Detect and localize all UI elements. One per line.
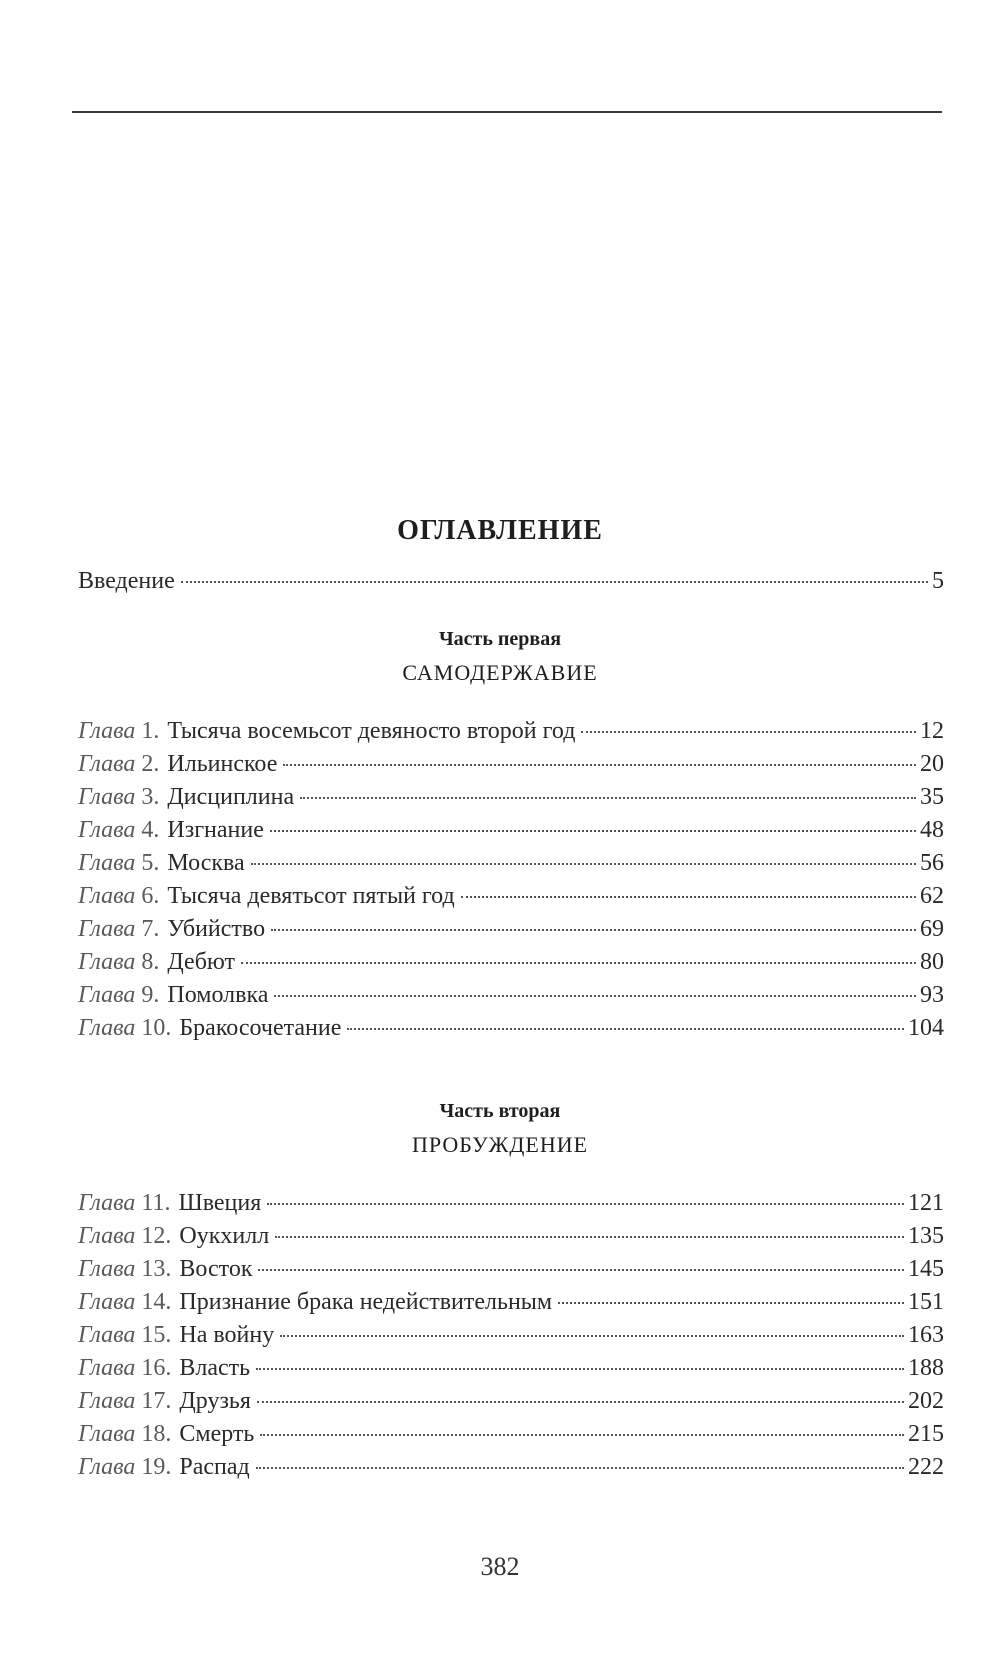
dot-leader — [270, 830, 916, 832]
chapter-number: 1. — [141, 718, 160, 744]
chapter-title: Москва — [167, 850, 245, 876]
chapter-page: 151 — [908, 1289, 944, 1315]
chapter-page: 69 — [920, 916, 944, 942]
chapter-title: Дебют — [167, 949, 236, 975]
dot-leader — [283, 764, 916, 766]
chapter-number: 13. — [141, 1256, 172, 1282]
chapter-number: 12. — [141, 1223, 172, 1249]
toc-entry-chapter[interactable] — [78, 1256, 944, 1290]
top-rule — [72, 111, 942, 113]
chapter-page: 135 — [908, 1223, 944, 1249]
chapter-title: Друзья — [179, 1388, 251, 1414]
chapter-number: 9. — [141, 982, 160, 1008]
toc-entry-chapter[interactable] — [78, 1454, 944, 1488]
chapter-number: 8. — [141, 949, 160, 975]
chapter-page: 12 — [920, 718, 944, 744]
chapter-title: Дисциплина — [167, 784, 295, 810]
chapter-page: 56 — [920, 850, 944, 876]
toc-heading: ОГЛАВЛЕНИЕ — [397, 515, 603, 546]
dot-leader — [181, 581, 928, 583]
chapter-number: 6. — [141, 883, 160, 909]
toc-entry-title: Введение — [78, 568, 175, 594]
toc-entry-chapter[interactable] — [78, 817, 944, 851]
chapter-title: Ильинское — [167, 751, 278, 777]
chapter-page: 145 — [908, 1256, 944, 1282]
dot-leader — [258, 1269, 904, 1271]
toc-entry-chapter[interactable] — [78, 1421, 944, 1455]
dot-leader — [280, 1335, 904, 1337]
part-title: САМОДЕРЖАВИЕ — [402, 660, 598, 685]
chapter-title: Признание брака недействительным — [179, 1289, 553, 1315]
chapter-word: Глава — [78, 718, 136, 744]
toc-entry-chapter[interactable] — [78, 1190, 944, 1224]
chapter-number: 3. — [141, 784, 160, 810]
dot-leader — [581, 731, 916, 733]
chapter-page: 62 — [920, 883, 944, 909]
chapter-word: Глава — [78, 751, 136, 777]
chapter-word: Глава — [78, 1190, 136, 1216]
part-title: ПРОБУЖДЕНИЕ — [411, 1132, 589, 1157]
toc-entry-chapter[interactable] — [78, 949, 944, 983]
toc-entry-chapter[interactable] — [78, 1015, 944, 1049]
toc-entry-chapter[interactable] — [78, 784, 944, 818]
toc-entry-chapter[interactable] — [78, 916, 944, 950]
chapter-word: Глава — [78, 1388, 136, 1414]
toc-entry-chapter[interactable] — [78, 1388, 944, 1422]
chapter-word: Глава — [78, 1322, 136, 1348]
chapter-number: 10. — [141, 1015, 172, 1041]
chapter-number: 11. — [141, 1190, 171, 1216]
dot-leader — [260, 1434, 904, 1436]
toc-entry-chapter[interactable] — [78, 982, 944, 1016]
chapter-word: Глава — [78, 1355, 136, 1381]
chapter-title: Власть — [179, 1355, 251, 1381]
chapter-page: 121 — [908, 1190, 944, 1216]
chapter-word: Глава — [78, 1256, 136, 1282]
dot-leader — [241, 962, 916, 964]
chapter-title: Изгнание — [167, 817, 264, 843]
chapter-page: 80 — [920, 949, 944, 975]
chapter-word: Глава — [78, 916, 136, 942]
chapter-title: Помолвка — [167, 982, 269, 1008]
chapter-number: 18. — [141, 1421, 172, 1447]
chapter-word: Глава — [78, 1421, 136, 1447]
chapter-title: Оукхилл — [179, 1223, 270, 1249]
part-label: Часть первая — [438, 628, 562, 650]
page-number: 382 — [480, 1552, 520, 1581]
chapter-title: Тысяча девятьсот пятый год — [167, 883, 455, 909]
chapter-word: Глава — [78, 1454, 136, 1480]
chapter-page: 20 — [920, 751, 944, 777]
chapter-page: 93 — [920, 982, 944, 1008]
dot-leader — [300, 797, 916, 799]
toc-entry-chapter[interactable] — [78, 1355, 944, 1389]
chapter-word: Глава — [78, 982, 136, 1008]
chapter-title: Тысяча восемьсот девяносто второй год — [167, 718, 576, 744]
chapter-number: 4. — [141, 817, 160, 843]
toc-entry-chapter[interactable] — [78, 1223, 944, 1257]
toc-entry-chapter[interactable] — [78, 718, 944, 752]
chapter-page: 104 — [908, 1015, 944, 1041]
dot-leader — [347, 1028, 904, 1030]
dot-leader — [461, 896, 916, 898]
chapter-page: 222 — [908, 1454, 944, 1480]
dot-leader — [256, 1467, 904, 1469]
chapter-title: Распад — [179, 1454, 250, 1480]
chapter-word: Глава — [78, 883, 136, 909]
chapter-word: Глава — [78, 1015, 136, 1041]
toc-entry-chapter[interactable] — [78, 1322, 944, 1356]
chapter-number: 5. — [141, 850, 160, 876]
dot-leader — [256, 1368, 904, 1370]
chapter-number: 15. — [141, 1322, 172, 1348]
dot-leader — [271, 929, 916, 931]
toc-entry-intro[interactable] — [78, 568, 944, 602]
chapter-word: Глава — [78, 1223, 136, 1249]
chapter-page: 35 — [920, 784, 944, 810]
chapter-title: Смерть — [179, 1421, 255, 1447]
chapter-number: 17. — [141, 1388, 172, 1414]
chapter-number: 14. — [141, 1289, 172, 1315]
chapter-page: 163 — [908, 1322, 944, 1348]
chapter-page: 188 — [908, 1355, 944, 1381]
chapter-title: Восток — [179, 1256, 253, 1282]
chapter-word: Глава — [78, 817, 136, 843]
chapter-number: 2. — [141, 751, 160, 777]
chapter-number: 16. — [141, 1355, 172, 1381]
part-label: Часть вторая — [439, 1100, 561, 1122]
toc-entry-chapter[interactable] — [78, 883, 944, 917]
chapter-title: Бракосочетание — [179, 1015, 342, 1041]
dot-leader — [274, 995, 916, 997]
chapter-page: 48 — [920, 817, 944, 843]
chapter-word: Глава — [78, 850, 136, 876]
chapter-word: Глава — [78, 949, 136, 975]
chapter-number: 19. — [141, 1454, 172, 1480]
toc-entry-chapter[interactable] — [78, 751, 944, 785]
dot-leader — [257, 1401, 904, 1403]
dot-leader — [251, 863, 916, 865]
chapter-title: Швеция — [178, 1190, 262, 1216]
toc-entry-chapter[interactable] — [78, 850, 944, 884]
chapter-title: На войну — [179, 1322, 275, 1348]
toc-entry-page: 5 — [932, 568, 944, 594]
chapter-page: 215 — [908, 1421, 944, 1447]
toc-entry-chapter[interactable] — [78, 1289, 944, 1323]
dot-leader — [558, 1302, 904, 1304]
chapter-number: 7. — [141, 916, 160, 942]
chapter-title: Убийство — [167, 916, 266, 942]
dot-leader — [275, 1236, 904, 1238]
chapter-page: 202 — [908, 1388, 944, 1414]
chapter-word: Глава — [78, 784, 136, 810]
dot-leader — [267, 1203, 904, 1205]
chapter-word: Глава — [78, 1289, 136, 1315]
